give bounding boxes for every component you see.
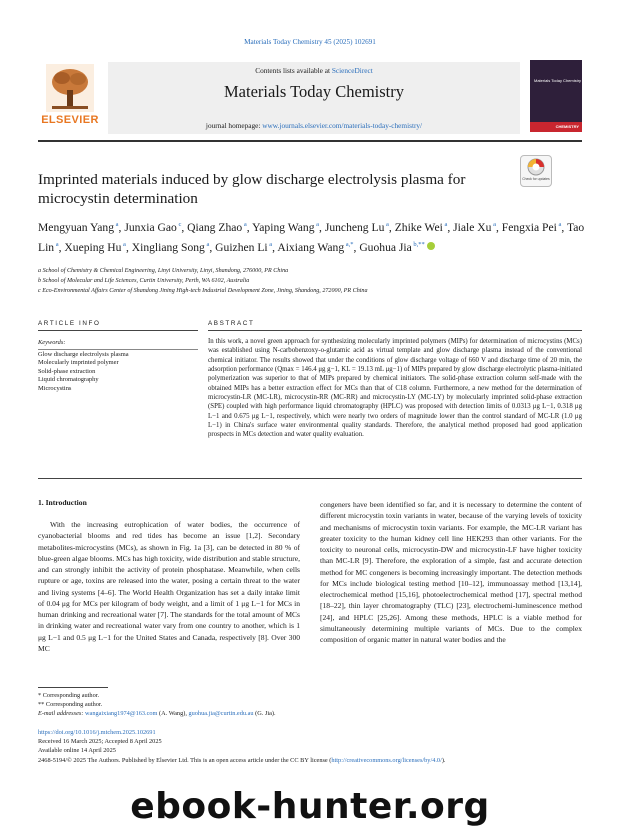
author-separator: , bbox=[561, 220, 567, 234]
sciencedirect-link[interactable]: ScienceDirect bbox=[331, 66, 373, 75]
license-link[interactable]: http://creativecommons.org/licenses/by/4.0/ bbox=[331, 756, 442, 764]
author-list bbox=[38, 216, 588, 256]
journal-reference[interactable]: Materials Today Chemistry 45 (2025) 102691 bbox=[244, 38, 376, 46]
author[interactable] bbox=[502, 221, 562, 234]
author-name: Yaping Wang bbox=[252, 220, 315, 234]
author[interactable] bbox=[215, 241, 272, 254]
affiliations bbox=[38, 266, 588, 297]
author-separator: , bbox=[58, 240, 65, 254]
homepage-prefix: journal homepage: bbox=[205, 121, 263, 130]
author[interactable] bbox=[132, 241, 210, 254]
author-affiliation-marker[interactable]: a,* bbox=[344, 240, 354, 248]
journal-cover[interactable] bbox=[530, 60, 582, 132]
email-label: E-mail addresses: bbox=[38, 710, 85, 717]
abstract-heading: ABSTRACT bbox=[208, 320, 582, 331]
elsevier-tree-icon bbox=[46, 64, 94, 112]
author-separator: , bbox=[125, 240, 132, 254]
author-affiliation-marker[interactable]: a bbox=[556, 221, 562, 228]
author-separator: , bbox=[181, 220, 188, 234]
author-name: Juncheng Lu bbox=[324, 220, 385, 234]
author-name: Mengyuan Yang bbox=[38, 220, 115, 234]
introduction-left-column: With the increasing eutrophication of water bodies, the occurrence of cyanobacterial blooms and red tides has become an issue [1,2]. Secondary metabolites-microcystins (MCs), as shown in Fig. 1a [3], can be detected in 80 % of blue-green algae blooms. MCs has high toxicity, wide distribution and stable structure, and can strongly inhibit the activity of protein phosphatase. Meanwhile, when cells rupture or age, toxins are released into the water, posing a certain threat to the water and living systems [4–6]. The World Health Organization has set a daily intake limit of 0.04 μg for MCs per kilogram of body weight, and a limit of 1 μg L−1 for MCs in human drinking and recreational water [7]. The standards for the total amount of MCs in drinking water and recreational water vary from one country to another, which is 1 μg L−1 and 0.5 μg L−1 for the United States and Canada, respectively [8]. Over 300 MC bbox=[38, 520, 300, 653]
author[interactable] bbox=[395, 221, 448, 234]
author-affiliation-marker[interactable]: b,** bbox=[411, 240, 425, 248]
author-separator: , bbox=[319, 220, 325, 234]
author-affiliation-marker[interactable]: a bbox=[384, 221, 389, 228]
author-affiliation-marker[interactable]: a bbox=[242, 221, 247, 228]
elsevier-logo[interactable] bbox=[38, 62, 102, 132]
author-name: Xingliang Song bbox=[131, 240, 205, 254]
author-separator: , bbox=[272, 240, 278, 254]
article-title: Imprinted materials induced by glow discharge electrolysis plasma for microcystin determination bbox=[38, 171, 466, 207]
author-affiliation-marker[interactable]: a bbox=[204, 240, 210, 248]
homepage-line bbox=[108, 121, 520, 130]
check-for-updates-button[interactable] bbox=[520, 155, 552, 187]
author[interactable] bbox=[252, 221, 319, 234]
contents-prefix: Contents lists available at bbox=[255, 66, 332, 75]
author[interactable] bbox=[38, 221, 119, 234]
check-for-updates-label: Check for updates bbox=[522, 177, 550, 181]
author[interactable] bbox=[64, 241, 126, 254]
journal-title: Materials Today Chemistry bbox=[223, 82, 404, 101]
abstract-rule bbox=[38, 478, 582, 479]
keyword-item: Liquid chromatography bbox=[38, 376, 99, 384]
author-separator: , bbox=[388, 220, 395, 234]
introduction-right-column: congeners have been identified so far, and it is necessary to determine the content of different microcystin toxin variants in water, because of the varying levels of toxicity and mechanisms of microcystin toxin variants. For example, the MC-LR variant has greater toxicity to the human kidney cell line HEK293 than other variants. For the toxicity to neuronal cells, microcystin-DW and microcystin-LF have higher toxicity than MC-LR [9]. Therefore, the exploration of a simple, fast and accurate detection method for MC congeners is becoming increasingly important. The detection methods for MCs include biological testing method [10–12], immunoassay method [13,14], electrochemical method [15,16], photoelectrochemical method [17], spectral method [18–22], thin layer chromatography (TLC) [23], electrochemi-luminescence method [24], and HPLC [25,26]. Among these methods, HPLC is a viable method for simultaneously determining multiple variants of MCs. Due to the complex composition of organic matter in natural water bodies and the bbox=[320, 500, 582, 644]
cover-band-label: CHEMISTRY bbox=[555, 124, 579, 129]
email-link-jia[interactable]: guohua.jia@curtin.edu.au bbox=[188, 710, 254, 717]
abstract-text: In this work, a novel green approach for synthesizing molecularly imprinted polymers (MIPs) for determination of microcystins (MCs) was established using N-carbobenzoxy-o-glutamic acid as virtual template and glow discharge plasma instead of the conventional chemical initiator. The results showed that under the conditions of glow discharge voltage of 660 V and discharge time of 20 min, the adsorption performance (Qmax = 146.4 μg g−1, KL = 19.13 mL μg−1) of MIPs prepared by glow discharge electrolytic plasma-initiated polymerization was superior to that of MIPs prepared by chemical initiators. The solid-phase extraction column self-made with the obtained MIPs has a better extraction effect for MCs than that of C18 column. Furthermore, a new method for the determination of microcystin-LR (MC-LR), microcystin-RR (MC-RR) and microcystin-LY (MC-LY) by molecularly imprinted solid-phase extraction (SPE) coupled with high performance liquid chromatography (HPLC) was proposed with detection limits of 0.0313 μg L−1, 0.318 μg L−1 and 0.675 μg L−1, respectively, which were nearly two orders of magnitude lower than the control standard of MC-LR (1.0 μg L−1) in China's surface water environmental quality standards. Therefore, the analytical method proposed had good application prospects in MCs detection and water quality evaluation. bbox=[208, 338, 582, 439]
author-separator: , bbox=[447, 220, 454, 234]
email-line bbox=[38, 709, 582, 718]
check-for-updates-icon bbox=[527, 158, 545, 176]
author-affiliation-marker[interactable]: a bbox=[114, 221, 119, 228]
author[interactable] bbox=[187, 221, 247, 234]
author-name: Junxia Gao bbox=[124, 220, 177, 234]
author-affiliation-marker[interactable]: a bbox=[314, 221, 320, 228]
publication-info bbox=[38, 728, 582, 765]
author-affiliation-marker[interactable]: a bbox=[54, 240, 59, 248]
keyword-item: Molecularly imprinted polymer bbox=[38, 359, 119, 367]
author-name: Xueping Hu bbox=[64, 240, 122, 254]
doi-link[interactable]: https://doi.org/10.1016/j.mtchem.2025.102691 bbox=[38, 729, 156, 736]
email-name-jia: (G. Jia). bbox=[253, 710, 276, 717]
author-affiliation-marker[interactable]: a bbox=[442, 221, 448, 228]
author-affiliation-marker[interactable]: a bbox=[121, 240, 126, 248]
affiliation-b: b School of Molecular and Life Sciences, Curtin University, Perth, WA 6102, Australia bbox=[38, 278, 250, 285]
author-name: Zhike Wei bbox=[394, 220, 443, 234]
author-name: Aixiang Wang bbox=[277, 240, 345, 254]
copyright-line bbox=[38, 756, 582, 765]
author-separator: , bbox=[246, 220, 253, 234]
email-link-wang[interactable]: wangaixiang1974@163.com bbox=[85, 710, 158, 717]
contents-line bbox=[108, 66, 520, 75]
author-affiliation-marker[interactable]: a bbox=[491, 221, 496, 228]
introduction-heading: 1. Introduction bbox=[38, 498, 87, 507]
author[interactable] bbox=[359, 241, 424, 254]
corresponding-author-2: ** Corresponding author. bbox=[38, 701, 103, 708]
orcid-icon[interactable] bbox=[427, 242, 435, 250]
author-name: Fengxia Pei bbox=[501, 220, 557, 234]
received-dates: Received 16 March 2025; Accepted 8 April 2025 bbox=[38, 738, 162, 746]
author[interactable] bbox=[124, 221, 181, 234]
email-name-wang: (A. Wang), bbox=[157, 710, 189, 717]
author-separator: , bbox=[118, 220, 125, 234]
author-name: Guohua Jia bbox=[359, 240, 412, 254]
keyword-item: Glow discharge electrolysis plasma bbox=[38, 350, 129, 358]
author-separator: , bbox=[495, 220, 502, 234]
author[interactable] bbox=[277, 241, 353, 254]
homepage-link[interactable]: www.journals.elsevier.com/materials-today-chemistry/ bbox=[262, 121, 423, 130]
article-info-heading: ARTICLE INFO bbox=[38, 320, 198, 331]
cover-band bbox=[530, 122, 582, 132]
author[interactable] bbox=[325, 221, 389, 234]
elsevier-wordmark: ELSEVIER bbox=[41, 114, 99, 126]
keyword-item: Solid-phase extraction bbox=[38, 367, 96, 375]
author-name: Qiang Zhao bbox=[187, 220, 243, 234]
keyword-item: Microcystins bbox=[38, 384, 72, 392]
author-affiliation-marker[interactable]: c bbox=[176, 221, 182, 228]
author-name: Guizhen Li bbox=[215, 240, 268, 254]
keywords-block bbox=[38, 339, 198, 394]
keywords-title: Keywords: bbox=[38, 339, 198, 350]
affiliation-c: c Eco-Environmental Affairs Center of Shandong Jining High-tech Industrial Development Zone, Jining, Shandong, 272000, PR China bbox=[38, 288, 368, 295]
author[interactable] bbox=[453, 221, 496, 234]
copyright-suffix: ). bbox=[441, 756, 446, 764]
corresponding-author-1: * Corresponding author. bbox=[38, 692, 100, 699]
footnote-rule bbox=[38, 687, 108, 688]
author-name: Jiale Xu bbox=[453, 220, 492, 234]
affiliation-a: a School of Chemistry & Chemical Engineering, Linyi University, Linyi, Shandong, 276000, PR China bbox=[38, 268, 289, 274]
watermark: ebook-hunter.org bbox=[130, 786, 490, 827]
author-separator: , bbox=[353, 240, 360, 254]
available-online: Available online 14 April 2025 bbox=[38, 747, 116, 755]
cover-title: Materials Today Chemistry bbox=[534, 78, 582, 83]
copyright-prefix: 2468-5194/© 2025 The Authors. Published by Elsevier Ltd. This is an open access article under the CC BY license ( bbox=[38, 756, 332, 764]
footnotes bbox=[38, 691, 582, 718]
author-name: Tao Lin bbox=[38, 220, 585, 254]
author-affiliation-marker[interactable]: a bbox=[267, 240, 273, 248]
author-separator: , bbox=[209, 240, 216, 254]
